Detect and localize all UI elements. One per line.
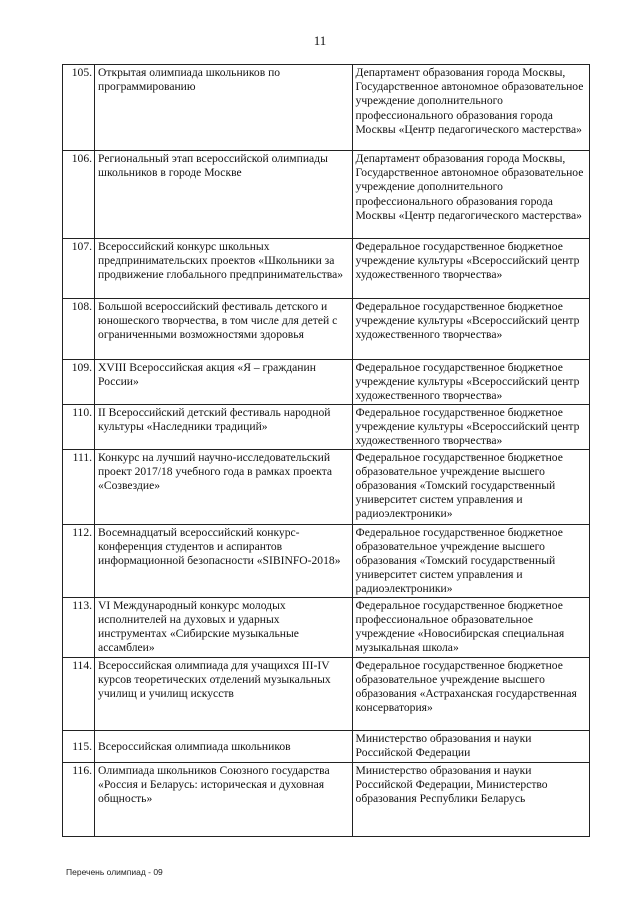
row-number: 113. (63, 597, 95, 657)
olympiad-name: II Всероссийский детский фестиваль народной культуры «Наследники традиций» (95, 404, 352, 449)
table-row (63, 597, 590, 657)
organizer: Департамент образования города Москвы, Государственное автономное образовательное учреждение дополнительного профессионального образования города Москвы «Центр педагогического мастерства» (352, 151, 589, 239)
olympiad-name: Всероссийская олимпиада для учащихся III-IV курсов теоретических отделений музыкальных училищ и училищ искусств (95, 657, 352, 730)
table-row (63, 151, 590, 239)
table-row (63, 360, 590, 405)
olympiad-name: Всероссийская олимпиада школьников (95, 730, 352, 762)
organizer: Министерство образования и науки Российской Федерации, Министерство образования Республики Беларусь (352, 762, 589, 836)
organizer: Федеральное государственное бюджетное учреждение культуры «Всероссийский центр художественного творчества» (352, 360, 589, 405)
table-row (63, 299, 590, 360)
olympiad-table (62, 64, 590, 837)
row-number: 115. (63, 730, 95, 762)
row-number: 107. (63, 239, 95, 299)
olympiad-name: XVIII Всероссийская акция «Я – гражданин России» (95, 360, 352, 405)
organizer: Федеральное государственное бюджетное учреждение культуры «Всероссийский центр художественного творчества» (352, 239, 589, 299)
olympiad-name: VI Международный конкурс молодых исполнителей на духовых и ударных инструментах «Сибирские музыкальные ассамблеи» (95, 597, 352, 657)
olympiad-name: Конкурс на лучший научно-исследовательский проект 2017/18 учебного года в рамках проекта «Созвездие» (95, 449, 352, 524)
row-number: 106. (63, 151, 95, 239)
row-number: 111. (63, 449, 95, 524)
table-row (63, 730, 590, 762)
olympiad-name: Большой всероссийский фестиваль детского и юношеского творчества, в том числе для детей с ограниченными возможностями здоровья (95, 299, 352, 360)
organizer: Департамент образования города Москвы, Государственное автономное образовательное учреждение дополнительного профессионального образования города Москвы «Центр педагогического мастерства» (352, 65, 589, 151)
table-row (63, 524, 590, 597)
footer-note: Перечень олимпиад - 09 (66, 867, 163, 877)
row-number: 116. (63, 762, 95, 836)
row-number: 105. (63, 65, 95, 151)
organizer: Федеральное государственное бюджетное образовательное учреждение высшего образования «Томский государственный университет систем управления и радиоэлектроники» (352, 449, 589, 524)
olympiad-name: Олимпиада школьников Союзного государства «Россия и Беларусь: историческая и духовная общность» (95, 762, 352, 836)
organizer: Федеральное государственное бюджетное учреждение культуры «Всероссийский центр художественного творчества» (352, 404, 589, 449)
row-number: 112. (63, 524, 95, 597)
organizer: Федеральное государственное бюджетное учреждение культуры «Всероссийский центр художественного творчества» (352, 299, 589, 360)
table-row (63, 762, 590, 836)
organizer: Федеральное государственное бюджетное образовательное учреждение высшего образования «Астраханская государственная консерватория» (352, 657, 589, 730)
organizer: Федеральное государственное бюджетное профессиональное образовательное учреждение «Новосибирская специальная музыкальная школа» (352, 597, 589, 657)
table-row (63, 449, 590, 524)
row-number: 108. (63, 299, 95, 360)
olympiad-name: Всероссийский конкурс школьных предпринимательских проектов «Школьники за продвижение глобального предпринимательства» (95, 239, 352, 299)
row-number: 109. (63, 360, 95, 405)
organizer: Федеральное государственное бюджетное образовательное учреждение высшего образования «Томский государственный университет систем управления и радиоэлектроники» (352, 524, 589, 597)
table-row (63, 657, 590, 730)
table-row (63, 404, 590, 449)
row-number: 110. (63, 404, 95, 449)
row-number: 114. (63, 657, 95, 730)
table-row (63, 239, 590, 299)
page-number: 11 (313, 33, 327, 48)
olympiad-name: Региональный этап всероссийской олимпиады школьников в городе Москве (95, 151, 352, 239)
olympiad-name: Восемнадцатый всероссийский конкурс-конференция студентов и аспирантов информационной безопасности «SIBINFO-2018» (95, 524, 352, 597)
table-row (63, 65, 590, 151)
organizer: Министерство образования и науки Российской Федерации (352, 730, 589, 762)
olympiad-name: Открытая олимпиада школьников по программированию (95, 65, 352, 151)
